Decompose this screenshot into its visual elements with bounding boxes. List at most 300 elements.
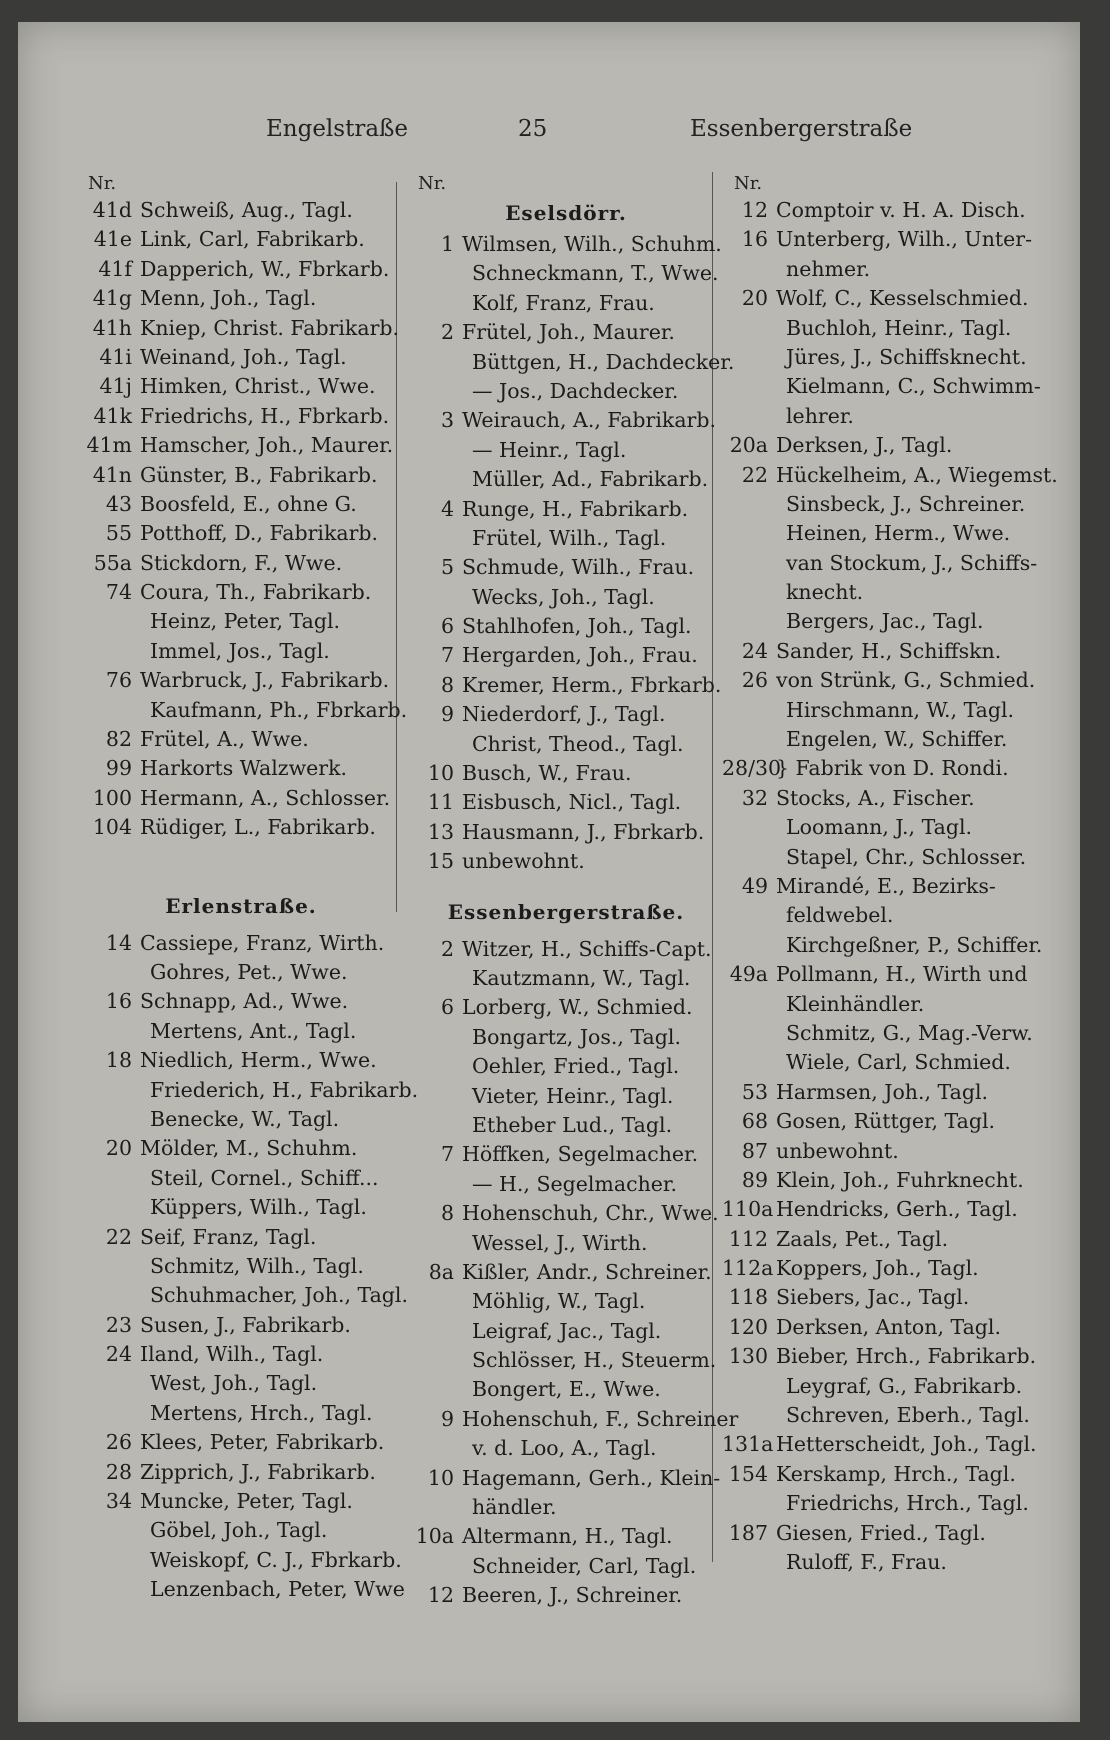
list-item	[722, 549, 1082, 578]
resident-entry: Wilmsen, Wilh., Schuhm.	[462, 232, 722, 256]
list-item	[406, 671, 726, 700]
resident-entry: Immel, Jos., Tagl.	[150, 638, 330, 663]
house-number: 41g	[92, 286, 132, 311]
resident-entry: Klees, Peter, Fabrikarb.	[140, 1430, 385, 1455]
list-item	[722, 578, 1082, 607]
house-number: 15	[427, 849, 454, 874]
resident-entry: Schmitz, Wilh., Tagl.	[150, 1253, 364, 1278]
list-item	[406, 847, 726, 876]
resident-entry: — Heinr., Tagl.	[472, 437, 627, 462]
list-item	[406, 318, 726, 347]
resident-entry: Siebers, Jac., Tagl.	[776, 1285, 970, 1310]
house-number: 43	[105, 491, 132, 516]
resident-entry: Kielmann, C., Schwimm-	[786, 374, 1041, 399]
resident-entry: unbewohnt.	[462, 849, 585, 874]
house-number: 10	[427, 1465, 454, 1490]
resident-entry: Unterberg, Wilh., Unter-	[776, 227, 1033, 252]
list-item	[406, 436, 726, 465]
resident-entry: Hendricks, Gerh., Tagl.	[776, 1197, 1018, 1222]
resident-entry: Hagemann, Gerh., Klein-	[462, 1465, 721, 1490]
house-number	[722, 843, 776, 872]
house-number: 100	[92, 785, 132, 810]
list-item	[722, 1430, 1082, 1459]
list-item	[406, 1229, 726, 1258]
resident-entry: Hergarden, Joh., Frau.	[462, 643, 698, 668]
list-item	[406, 1581, 726, 1610]
list-item	[406, 1287, 726, 1316]
street-heading: Essenbergerstraße.	[447, 899, 685, 924]
house-number	[722, 490, 776, 519]
resident-entry: Wiele, Carl, Schmied.	[786, 1050, 1011, 1075]
resident-entry: Weinand, Joh., Tagl.	[140, 344, 347, 369]
resident-entry: Harkorts Walzwerk.	[140, 756, 348, 781]
list-item	[722, 343, 1082, 372]
list-item	[722, 402, 1082, 431]
house-number: 53	[741, 1079, 768, 1104]
house-number	[76, 1575, 140, 1604]
list-item	[76, 519, 406, 548]
resident-entry: Möhlig, W., Tagl.	[472, 1289, 646, 1314]
resident-entry: West, Joh., Tagl.	[150, 1371, 318, 1396]
resident-entry: Beeren, J., Schreiner.	[462, 1583, 683, 1608]
list-item	[76, 1340, 406, 1369]
list-item	[76, 1281, 409, 1310]
resident-entry: Schweiß, Aug., Tagl.	[140, 198, 353, 222]
resident-entry: v. d. Loo, A., Tagl.	[472, 1436, 657, 1461]
resident-entry: Hohenschuh, F., Schreiner	[462, 1406, 739, 1431]
house-number	[406, 1170, 462, 1199]
list-item	[722, 1195, 1082, 1224]
house-number: 130	[728, 1344, 768, 1369]
resident-entry: Witzer, H., Schiffs-Capt.	[462, 936, 712, 961]
nr-label: Nr.	[418, 173, 447, 194]
resident-entry: Runge, H., Fabrikarb.	[462, 496, 689, 521]
resident-entry: Oehler, Fried., Tagl.	[472, 1054, 680, 1079]
list-item	[722, 1548, 1082, 1577]
house-number: 18	[105, 1048, 132, 1073]
resident-entry: Schmitz, G., Mag.-Verw.	[786, 1020, 1033, 1045]
list-item	[406, 406, 726, 435]
house-number: 99	[105, 756, 132, 781]
house-number: 24	[105, 1342, 132, 1367]
resident-entry: van Stockum, J., Schiffs-	[786, 550, 1038, 575]
house-number: 41k	[93, 403, 132, 428]
house-number	[722, 1489, 776, 1518]
list-item	[406, 788, 726, 817]
house-number	[722, 402, 776, 431]
house-number: 24	[741, 638, 768, 663]
resident-entry: Bieber, Hrch., Fabrikarb.	[776, 1344, 1037, 1369]
list-item	[722, 960, 1082, 989]
list-item	[76, 431, 406, 460]
resident-entry: Hohenschuh, Chr., Wwe.	[462, 1201, 719, 1226]
list-item	[722, 314, 1082, 343]
house-number: 112a	[722, 1256, 774, 1281]
list-item	[406, 730, 726, 759]
list-item	[722, 754, 1082, 783]
list-item	[722, 1225, 1082, 1254]
house-number: 87	[741, 1138, 768, 1163]
list-item	[76, 696, 406, 725]
list-item	[722, 255, 1082, 284]
house-number	[76, 1516, 140, 1545]
house-number	[76, 1017, 140, 1046]
list-item	[722, 431, 1082, 460]
house-number: 14	[105, 930, 132, 955]
resident-entry: Hermann, A., Schlosser.	[140, 785, 391, 810]
list-item	[76, 607, 406, 636]
list-item	[76, 578, 406, 607]
house-number	[406, 583, 462, 612]
house-number	[406, 436, 462, 465]
list-item	[722, 1489, 1082, 1518]
resident-entry: Muncke, Peter, Tagl.	[140, 1489, 353, 1514]
list-item	[76, 1487, 406, 1516]
list-item	[76, 1458, 406, 1487]
resident-entry: Busch, W., Frau.	[462, 761, 632, 786]
house-number: 104	[92, 815, 132, 840]
list-item	[76, 813, 406, 842]
resident-entry: Büttgen, H., Dachdecker.	[472, 349, 735, 374]
house-number	[76, 1193, 140, 1222]
house-number: 28	[105, 1459, 132, 1484]
resident-entry: Schneider, Carl, Tagl.	[472, 1553, 697, 1578]
house-number: 2	[440, 936, 454, 961]
house-number	[76, 1252, 140, 1281]
resident-entry: Mölder, M., Schuhm.	[140, 1136, 358, 1161]
house-number	[406, 1375, 462, 1404]
resident-entry: Cassiepe, Franz, Wirth.	[140, 930, 385, 955]
list-item	[722, 1460, 1082, 1489]
resident-entry: unbewohnt.	[776, 1138, 899, 1163]
list-item	[406, 1023, 726, 1052]
resident-entry: Weirauch, A., Fabrikarb.	[462, 408, 716, 433]
street-heading: Eselsdörr.	[505, 201, 627, 225]
resident-entry: Jüres, J., Schiffsknecht.	[786, 344, 1027, 369]
list-item	[406, 1317, 726, 1346]
column-right	[722, 172, 1082, 1577]
list-item	[406, 1375, 726, 1404]
house-number: 2	[440, 320, 454, 345]
list-item	[76, 1046, 406, 1075]
list-item	[76, 1399, 406, 1428]
list-item	[722, 990, 1082, 1019]
house-number: 89	[741, 1167, 768, 1192]
resident-entry: Dapperich, W., Fbrkarb.	[140, 256, 390, 281]
list-item	[406, 377, 726, 406]
house-number	[722, 901, 776, 930]
resident-entry: Göbel, Joh., Tagl.	[150, 1518, 328, 1543]
list-item	[76, 987, 406, 1016]
house-number: 74	[105, 580, 132, 605]
house-number: 16	[741, 227, 768, 252]
list-item	[406, 700, 726, 729]
list-item	[722, 1019, 1082, 1048]
resident-entry: — H., Segelmacher.	[472, 1171, 677, 1196]
list-item	[76, 1105, 406, 1134]
resident-entry: Schmude, Wilh., Frau.	[462, 555, 695, 580]
house-number	[406, 1287, 462, 1316]
resident-entry: Müller, Ad., Fabrikarb.	[472, 467, 709, 492]
resident-entry: Frütel, A., Wwe.	[140, 727, 309, 752]
list-item	[722, 1048, 1082, 1077]
list-item	[406, 1111, 726, 1140]
list-item	[76, 1252, 406, 1281]
nr-label: Nr.	[88, 173, 117, 194]
house-number	[406, 1052, 462, 1081]
house-number: 5	[440, 555, 454, 580]
list-item	[76, 1575, 406, 1604]
resident-entry: Stahlhofen, Joh., Tagl.	[462, 614, 692, 639]
list-item	[406, 230, 726, 259]
running-head-right: Essenbergerstraße	[690, 116, 913, 142]
house-number	[722, 813, 776, 842]
list-item	[722, 931, 1082, 960]
resident-entry: Niedlich, Herm., Wwe.	[140, 1048, 377, 1073]
list-item	[76, 372, 406, 401]
house-number: 41d	[92, 198, 132, 222]
list-item	[722, 1137, 1082, 1166]
resident-entry: Comptoir v. H. A. Disch.	[776, 198, 1026, 222]
list-item	[722, 372, 1082, 401]
list-item	[76, 343, 406, 372]
house-number: 41e	[93, 227, 132, 252]
house-number	[406, 1229, 462, 1258]
resident-entry: Heinen, Herm., Wwe.	[786, 521, 1011, 546]
house-number: 41i	[99, 344, 132, 369]
address-list	[76, 196, 406, 843]
resident-entry: feldwebel.	[786, 903, 894, 928]
house-number	[722, 1372, 776, 1401]
resident-entry: Leigraf, Jac., Tagl.	[472, 1318, 662, 1343]
house-number: 131a	[722, 1432, 774, 1457]
house-number	[76, 607, 140, 636]
house-number: 16	[105, 989, 132, 1014]
resident-entry: Kerskamp, Hrch., Tagl.	[776, 1461, 1016, 1486]
list-item	[76, 402, 406, 431]
resident-entry: Stapel, Chr., Schlosser.	[786, 844, 1027, 869]
resident-entry: Benecke, W., Tagl.	[150, 1106, 340, 1131]
list-item	[722, 872, 1082, 901]
house-number	[406, 377, 462, 406]
house-number: 8	[440, 1201, 454, 1226]
list-item	[76, 549, 406, 578]
list-item	[722, 1283, 1082, 1312]
resident-entry: Hamscher, Joh., Maurer.	[140, 433, 394, 458]
list-item	[406, 993, 726, 1022]
resident-entry: Schuhmacher, Joh., Tagl.	[150, 1283, 409, 1308]
resident-entry: Gohres, Pet., Wwe.	[150, 959, 348, 984]
house-number	[722, 549, 776, 578]
resident-entry: Potthoff, D., Fabrikarb.	[140, 521, 379, 546]
list-item	[406, 759, 726, 788]
house-number: 26	[105, 1430, 132, 1455]
resident-entry: Friederich, H., Fabrikarb.	[150, 1077, 419, 1102]
list-item	[406, 1346, 726, 1375]
house-number	[76, 1105, 140, 1134]
resident-entry: Friedrichs, Hrch., Tagl.	[786, 1491, 1029, 1516]
house-number: 154	[728, 1461, 768, 1486]
house-number: 112	[728, 1226, 768, 1251]
list-item	[406, 583, 726, 612]
list-item	[76, 784, 406, 813]
house-number	[406, 348, 462, 377]
list-item	[76, 255, 406, 284]
resident-entry: nehmer.	[786, 256, 871, 281]
resident-entry: Coura, Th., Fabrikarb.	[140, 580, 372, 605]
house-number: 41h	[92, 315, 132, 340]
list-item	[76, 637, 406, 666]
house-number: 20a	[729, 433, 768, 458]
house-number	[76, 1281, 140, 1310]
address-list	[76, 929, 419, 1605]
list-item	[76, 490, 406, 519]
resident-entry: } Fabrik von D. Rondi.	[776, 756, 1009, 781]
resident-entry: Sinsbeck, J., Schreiner.	[786, 491, 1026, 516]
resident-entry: Frütel, Joh., Maurer.	[462, 320, 675, 345]
resident-entry: Engelen, W., Schiffer.	[786, 727, 1008, 752]
list-item	[722, 461, 1082, 490]
house-number	[406, 1023, 462, 1052]
resident-entry: Derksen, Anton, Tagl.	[776, 1314, 1001, 1339]
list-item	[76, 754, 406, 783]
house-number	[722, 343, 776, 372]
resident-entry: Rüdiger, L., Fabrikarb.	[140, 815, 376, 840]
resident-entry: Menn, Joh., Tagl.	[140, 286, 317, 311]
resident-entry: Ruloff, F., Frau.	[786, 1549, 947, 1574]
list-item	[406, 818, 726, 847]
resident-entry: Klein, Joh., Fuhrknecht.	[776, 1167, 1024, 1192]
house-number: 12	[427, 1583, 454, 1608]
house-number	[722, 1401, 776, 1430]
resident-entry: Kaufmann, Ph., Fbrkarb.	[150, 697, 408, 722]
house-number: 20	[741, 286, 768, 311]
house-number: 68	[741, 1109, 768, 1134]
house-number: 8	[440, 672, 454, 697]
list-item	[76, 958, 406, 987]
resident-entry: Hausmann, J., Fbrkarb.	[462, 819, 705, 844]
house-number	[406, 1346, 462, 1375]
list-item	[406, 289, 726, 318]
list-item	[406, 612, 726, 641]
list-item	[406, 465, 726, 494]
list-item	[76, 461, 406, 490]
resident-entry: Giesen, Fried., Tagl.	[776, 1520, 986, 1545]
list-item	[722, 196, 1082, 225]
house-number: 55	[105, 521, 132, 546]
resident-entry: Bergers, Jac., Tagl.	[786, 609, 984, 634]
list-item	[722, 1078, 1082, 1107]
list-item	[406, 1140, 726, 1169]
resident-entry: Buchloh, Heinr., Tagl.	[786, 315, 1012, 340]
list-item	[406, 1405, 739, 1434]
resident-entry: Frütel, Wilh., Tagl.	[472, 525, 667, 550]
house-number	[406, 1434, 462, 1463]
resident-entry: Kleinhändler.	[786, 991, 925, 1016]
house-number	[406, 1082, 462, 1111]
list-item	[76, 929, 406, 958]
nr-label: Nr.	[734, 173, 763, 194]
list-item	[406, 1464, 726, 1493]
resident-entry: Kniep, Christ. Fabrikarb.	[140, 315, 400, 340]
list-item	[722, 225, 1082, 254]
list-item	[406, 1199, 726, 1228]
list-item	[722, 1166, 1082, 1195]
list-item	[406, 1552, 726, 1581]
resident-entry: Vieter, Heinr., Tagl.	[472, 1083, 674, 1108]
house-number	[406, 1111, 462, 1140]
house-number	[406, 964, 462, 993]
list-item	[76, 1193, 406, 1222]
list-item	[406, 495, 726, 524]
house-number: 4	[440, 496, 454, 521]
list-item	[722, 1519, 1082, 1548]
resident-entry: Bongartz, Jos., Tagl.	[472, 1024, 681, 1049]
resident-entry: Wessel, J., Wirth.	[472, 1230, 648, 1255]
list-item	[406, 348, 735, 377]
house-number: 7	[440, 1142, 454, 1167]
house-number	[76, 637, 140, 666]
house-number: 55a	[93, 550, 132, 575]
house-number	[722, 725, 776, 754]
house-number: 76	[105, 668, 132, 693]
list-item	[406, 641, 726, 670]
house-number: 28/30	[722, 756, 782, 781]
list-item	[76, 1428, 406, 1457]
house-number: 22	[105, 1224, 132, 1249]
list-item	[406, 1170, 726, 1199]
house-number: 9	[440, 1406, 454, 1431]
list-item	[722, 1107, 1082, 1136]
house-number: 7	[440, 643, 454, 668]
resident-entry: Küppers, Wilh., Tagl.	[150, 1195, 367, 1220]
resident-entry: Christ, Theod., Tagl.	[472, 731, 684, 756]
list-item	[406, 935, 726, 964]
resident-entry: knecht.	[786, 580, 864, 605]
list-item	[722, 725, 1082, 754]
resident-entry: Bongert, E., Wwe.	[472, 1377, 661, 1402]
list-item	[406, 1258, 726, 1287]
resident-entry: Wecks, Joh., Tagl.	[472, 584, 655, 609]
list-item	[722, 813, 1082, 842]
house-number	[722, 519, 776, 548]
resident-entry: Hirschmann, W., Tagl.	[786, 697, 1015, 722]
page-number: 25	[518, 116, 548, 142]
list-item	[76, 1369, 406, 1398]
house-number	[76, 1164, 140, 1193]
resident-entry: Höffken, Segelmacher.	[462, 1142, 699, 1167]
resident-entry: Heinz, Peter, Tagl.	[150, 609, 341, 634]
resident-entry: Altermann, H., Tagl.	[462, 1524, 673, 1549]
house-number	[722, 578, 776, 607]
house-number	[76, 958, 140, 987]
house-number	[722, 696, 776, 725]
address-list	[406, 935, 739, 1611]
house-number	[722, 990, 776, 1019]
list-item	[76, 1076, 419, 1105]
resident-entry: Etheber Lud., Tagl.	[472, 1112, 673, 1137]
house-number	[76, 1399, 140, 1428]
resident-entry: Friedrichs, H., Fbrkarb.	[140, 403, 390, 428]
list-item	[76, 225, 406, 254]
resident-entry: Pollmann, H., Wirth und	[776, 962, 1028, 987]
resident-entry: Leygraf, G., Fabrikarb.	[786, 1373, 1023, 1398]
resident-entry: Lorberg, W., Schmied.	[462, 995, 693, 1020]
column-left	[76, 172, 419, 1605]
resident-entry: Niederdorf, J., Tagl.	[462, 702, 666, 727]
house-number: 41m	[86, 433, 132, 458]
list-item	[722, 696, 1082, 725]
